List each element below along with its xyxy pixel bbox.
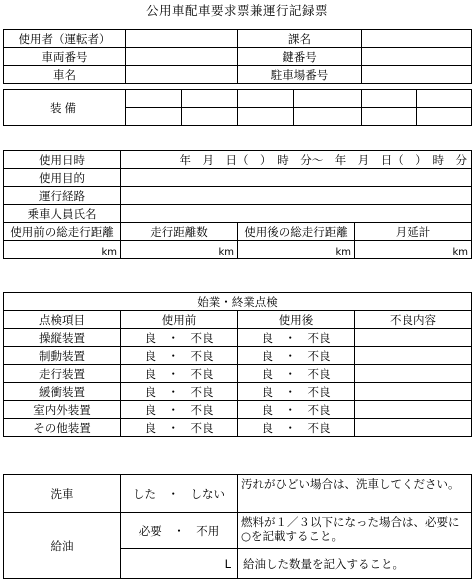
- separator-dot: ・: [284, 384, 296, 399]
- car-name-label: 車名: [4, 66, 126, 84]
- fuel-amount-field[interactable]: L: [121, 549, 238, 579]
- inspection-item-label: 走行装置: [4, 365, 121, 383]
- good-option[interactable]: 良: [261, 384, 273, 399]
- separator-dot: ・: [173, 523, 185, 538]
- fuel-selector[interactable]: [121, 513, 238, 549]
- defect-field[interactable]: [355, 419, 472, 437]
- passengers-field[interactable]: [121, 205, 472, 223]
- inspection-item-label: 緩衝装置: [4, 383, 121, 401]
- equipment-cell[interactable]: [294, 90, 362, 108]
- inspection-item-label: その他装置: [4, 419, 121, 437]
- passengers-label: 乗車人員氏名: [4, 205, 121, 223]
- wash-selector[interactable]: [121, 475, 238, 513]
- good-option[interactable]: 良: [261, 330, 273, 345]
- after-condition[interactable]: [238, 365, 355, 383]
- separator-dot: ・: [167, 402, 179, 417]
- good-option[interactable]: 良: [144, 330, 156, 345]
- fuel-note: 燃料が１／３以下になった場合は、必要に○を記載すること。: [238, 513, 472, 549]
- equipment-cell[interactable]: [294, 108, 362, 126]
- before-use-header: 使用前: [121, 311, 238, 329]
- separator-dot: ・: [167, 486, 179, 501]
- dept-label: 課名: [238, 30, 362, 48]
- datetime-field[interactable]: 年 月 日（ ） 時 分～ 年 月 日（ ） 時 分: [121, 151, 472, 169]
- before-condition[interactable]: [121, 419, 238, 437]
- equipment-cell[interactable]: [126, 108, 182, 126]
- inspection-item-label: 制動装置: [4, 347, 121, 365]
- equipment-cell[interactable]: [126, 90, 182, 108]
- key-no-field[interactable]: [362, 48, 472, 66]
- distance-field[interactable]: km: [121, 241, 238, 259]
- before-condition[interactable]: [121, 401, 238, 419]
- equipment-label: 装備: [4, 90, 126, 126]
- user-field[interactable]: [126, 30, 238, 48]
- fuel-noneed-option[interactable]: 不用: [196, 523, 220, 538]
- good-option[interactable]: 良: [144, 348, 156, 363]
- bad-option[interactable]: 不良: [307, 384, 331, 399]
- datetime-label: 使用日時: [4, 151, 121, 169]
- bad-option[interactable]: 不良: [307, 420, 331, 435]
- separator-dot: ・: [284, 330, 296, 345]
- distance-header: 走行距離数: [121, 223, 238, 241]
- bad-option[interactable]: 不良: [190, 384, 214, 399]
- after-condition[interactable]: [238, 419, 355, 437]
- before-condition[interactable]: [121, 329, 238, 347]
- monthly-total-header: 月延計: [355, 223, 472, 241]
- separator-dot: ・: [167, 384, 179, 399]
- parking-no-label: 駐車場番号: [238, 66, 362, 84]
- equipment-cell[interactable]: [238, 90, 294, 108]
- equipment-cell[interactable]: [182, 108, 238, 126]
- separator-dot: ・: [284, 348, 296, 363]
- separator-dot: ・: [167, 348, 179, 363]
- key-no-label: 鍵番号: [238, 48, 362, 66]
- equipment-cell[interactable]: [238, 108, 294, 126]
- bad-option[interactable]: 不良: [307, 402, 331, 417]
- purpose-field[interactable]: [121, 169, 472, 187]
- good-option[interactable]: 良: [144, 402, 156, 417]
- good-option[interactable]: 良: [261, 420, 273, 435]
- bad-option[interactable]: 不良: [190, 330, 214, 345]
- odometer-after-field[interactable]: km: [238, 241, 355, 259]
- wash-fuel-table: [3, 474, 472, 579]
- separator-dot: ・: [284, 420, 296, 435]
- before-condition[interactable]: [121, 383, 238, 401]
- after-condition[interactable]: [238, 383, 355, 401]
- equipment-cell[interactable]: [362, 90, 417, 108]
- good-option[interactable]: 良: [261, 402, 273, 417]
- purpose-label: 使用目的: [4, 169, 121, 187]
- odometer-before-field[interactable]: km: [4, 241, 121, 259]
- route-label: 運行経路: [4, 187, 121, 205]
- fuel-amount-note: 給油した数量を記入すること。: [238, 549, 472, 579]
- odometer-after-header: 使用後の総走行距離: [238, 223, 355, 241]
- bad-option[interactable]: 不良: [307, 366, 331, 381]
- fuel-need-option[interactable]: 必要: [138, 523, 162, 538]
- inspection-title: 始業・終業点検: [4, 293, 472, 311]
- good-option[interactable]: 良: [261, 366, 273, 381]
- bad-option[interactable]: 不良: [307, 330, 331, 345]
- monthly-total-field[interactable]: km: [355, 241, 472, 259]
- page-title: 公用車配車要求票兼運行記録票: [145, 3, 328, 18]
- before-condition[interactable]: [121, 347, 238, 365]
- separator-dot: ・: [167, 330, 179, 345]
- equipment-cell[interactable]: [362, 108, 417, 126]
- separator-dot: ・: [284, 366, 296, 381]
- after-condition[interactable]: [238, 329, 355, 347]
- user-label: 使用者（運転者）: [4, 30, 126, 48]
- equipment-cell[interactable]: [417, 90, 472, 108]
- defect-field[interactable]: [355, 365, 472, 383]
- separator-dot: ・: [167, 366, 179, 381]
- vehicle-no-label: 車両番号: [4, 48, 126, 66]
- parking-no-field[interactable]: [362, 66, 472, 84]
- defect-field[interactable]: [355, 347, 472, 365]
- separator-dot: ・: [167, 420, 179, 435]
- before-condition[interactable]: [121, 365, 238, 383]
- equipment-cell[interactable]: [182, 90, 238, 108]
- bad-option[interactable]: 不良: [190, 348, 214, 363]
- good-option[interactable]: 良: [144, 420, 156, 435]
- inspection-item-label: 操縦装置: [4, 329, 121, 347]
- inspection-item-label: 室内外装置: [4, 401, 121, 419]
- fuel-label: 給油: [4, 513, 121, 579]
- vehicle-info-table: [3, 29, 472, 84]
- wash-no-option[interactable]: しない: [190, 486, 225, 501]
- defect-field[interactable]: [355, 329, 472, 347]
- bad-option[interactable]: 不良: [190, 420, 214, 435]
- car-name-field[interactable]: [126, 66, 238, 84]
- wash-label: 洗車: [4, 475, 121, 513]
- defect-field[interactable]: [355, 383, 472, 401]
- inspection-item-header: 点検項目: [4, 311, 121, 329]
- bad-option[interactable]: 不良: [190, 402, 214, 417]
- equipment-cell[interactable]: [417, 108, 472, 126]
- bad-option[interactable]: 不良: [190, 366, 214, 381]
- good-option[interactable]: 良: [144, 366, 156, 381]
- inspection-table: [3, 292, 472, 437]
- bad-option[interactable]: 不良: [307, 348, 331, 363]
- vehicle-no-field[interactable]: [126, 48, 238, 66]
- after-use-header: 使用後: [238, 311, 355, 329]
- defect-header: 不良内容: [355, 311, 472, 329]
- after-condition[interactable]: [238, 347, 355, 365]
- odometer-before-header: 使用前の総走行距離: [4, 223, 121, 241]
- good-option[interactable]: 良: [144, 384, 156, 399]
- defect-field[interactable]: [355, 401, 472, 419]
- good-option[interactable]: 良: [261, 348, 273, 363]
- dept-field[interactable]: [362, 30, 472, 48]
- route-field[interactable]: [121, 187, 472, 205]
- separator-dot: ・: [284, 402, 296, 417]
- equipment-table: [3, 89, 472, 126]
- wash-yes-option[interactable]: した: [133, 486, 156, 501]
- after-condition[interactable]: [238, 401, 355, 419]
- usage-table: [3, 150, 472, 259]
- wash-note: 汚れがひどい場合は、洗車してください。: [238, 475, 472, 513]
